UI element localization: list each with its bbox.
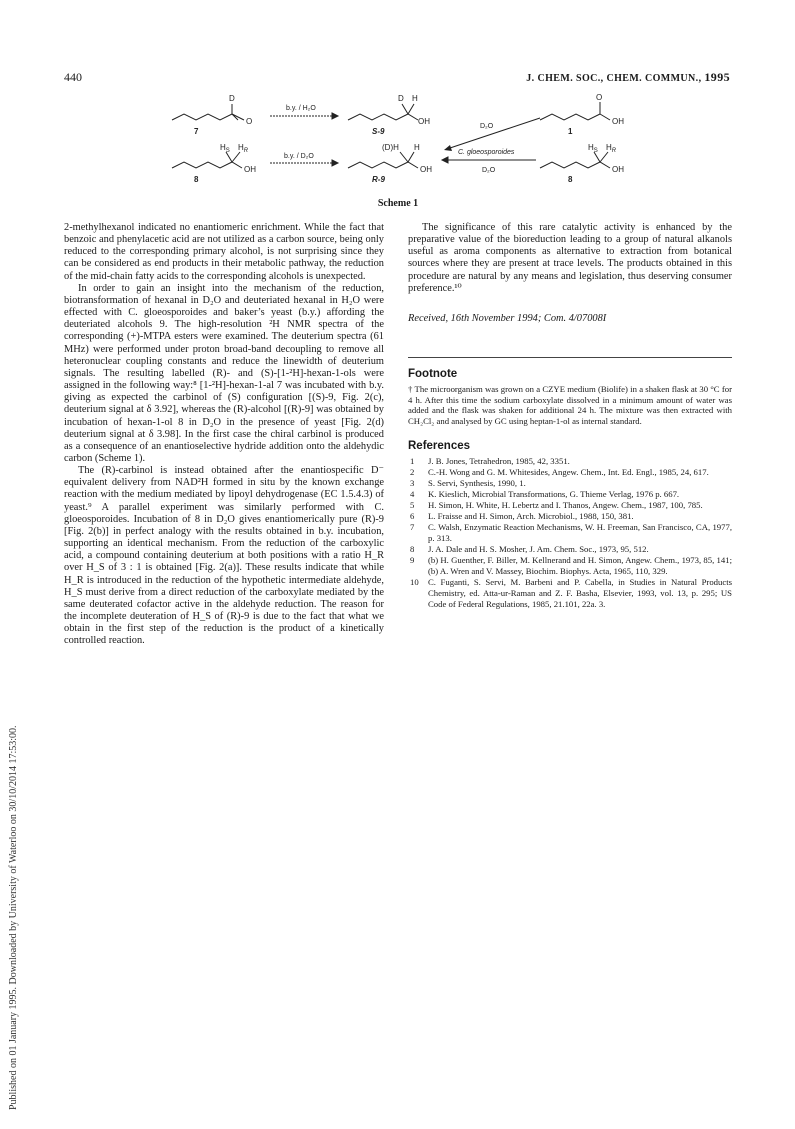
atom-d-7: D [229, 94, 235, 103]
chain-7 [172, 114, 238, 120]
label-s9: S-9 [372, 127, 385, 136]
atom-dh-r9: (D)H [382, 143, 399, 152]
left-paragraph-3: The (R)-carbinol is instead obtained after the enantiospecific D⁻ equivalent delivery from NAD²H formed in situ by the known exchange reaction with the medium mediated by lipoyl dehydrogenase (EC 1.5.4.3) of yeast.⁹ A parallel experiment was similarly performed with C. gloeosporoides. Incubation of 8 in D₂O gives enantiomerically pure (R)-9 [Fig. 2(b)] in perfect analogy with the results obtained in b.y. incubation, supporting an identical mechanism. From the reduction of the carboxylic acid, a compound containing deuterium at both positions with a ratio H_R over H_S of 3 : 1 is obtained [Fig. 2(a)]. These results indicate that while H_R is introduced in the reduction of the hypothetic intermediate aldehyde, H_S must derive from a direct reduction of the carboxylate mediated by the same deuterated cofactor active in the aldehyde reduction. The reason for the incomplete deuteration of H_S of (R)-9 is due to the fact that what we obtain in the first step of the reduction is the product of a kinetically controlled reaction. [64, 465, 384, 647]
reference-text: C. Walsh, Enzymatic Reaction Mechanisms, W. H. Freeman, San Francisco, CA, 1977, p. 313. [428, 522, 732, 544]
reference-number: 1 [410, 456, 415, 467]
left-paragraph-1: 2-methylhexanol indicated no enantiomeric enrichment. While the fact that benzoic and phenylacetic acid are not utilized as a carbon source, being only reduced to the corresponding primary alcohol, is not surprising since they can be considered as end products in their metabolic pathway, the reduction of the mid-chain fatty acids to the corresponding alcohols is unexpected. [64, 222, 384, 282]
reference-item [408, 500, 732, 511]
reference-number: 5 [410, 500, 415, 511]
right-column [408, 222, 732, 610]
chain-1 [540, 114, 600, 120]
atom-oh-1: OH [612, 117, 624, 126]
reference-number: 10 [410, 577, 419, 588]
label-8b: 8 [568, 175, 573, 184]
divider [408, 357, 732, 358]
reaction-scheme [150, 90, 750, 200]
arrowhead-8b-r9 [442, 157, 448, 163]
atom-o-1: O [596, 93, 603, 102]
reference-number: 9 [410, 555, 415, 566]
reagent-by-h2o: b.y. / H₂O [286, 105, 316, 112]
received-line: Received, 16th November 1994; Com. 4/07008I [408, 312, 607, 324]
reference-number: 3 [410, 478, 415, 489]
chain-r9 [348, 162, 418, 168]
atom-hs-8a: $H_S$ [220, 143, 230, 154]
reference-item [408, 577, 732, 610]
journal-year: 1995 [704, 70, 730, 84]
references-heading: References [408, 440, 471, 453]
journal-name: J. CHEM. SOC., CHEM. COMMUN., [526, 73, 702, 84]
page-number: 440 [64, 70, 82, 84]
atom-h-s9: H [412, 94, 418, 103]
atom-hs-8b: $H_S$ [588, 143, 598, 154]
atom-oh-s9: OH [418, 117, 430, 126]
atom-h-r9: H [414, 143, 420, 152]
reference-number: 8 [410, 544, 415, 555]
reagent-c-gloeo: C. gloeosporoides [458, 149, 515, 156]
scheme-drawing [150, 90, 750, 200]
reagent-d2o-top: D₂O [480, 123, 494, 130]
bond-r9-dh [400, 152, 408, 162]
reference-number: 2 [410, 467, 415, 478]
footnote-text: † The microorganism was grown on a CZYE medium (Biolife) in a shaken flask at 30 °C for 4 h. After this time the sodium carboxylate dissolved in a minimum amount of water was added and the flask was shaken for additional 24 h. The mixture was then extracted with CH₂Cl₂ and analysed by GC using heptan-1-ol as internal standard. [408, 384, 732, 426]
label-8a: 8 [194, 175, 199, 184]
label-1: 1 [568, 127, 573, 136]
atom-o-7: O [246, 117, 253, 126]
reference-item [408, 456, 732, 467]
bond-7-o [232, 114, 244, 120]
label-7: 7 [194, 127, 199, 136]
chain-8b [540, 162, 610, 168]
reference-number: 4 [410, 489, 415, 500]
journal-header [520, 70, 730, 85]
atom-d-s9: D [398, 94, 404, 103]
atom-oh-8b: OH [612, 165, 624, 174]
reference-item [408, 489, 732, 500]
arrowhead-8-r9 [332, 160, 338, 166]
arrowhead-1-s9 [444, 145, 452, 151]
chain-8a [172, 162, 242, 168]
arrow-1-s9 [450, 118, 540, 148]
reference-text: (b) H. Guenther, F. Biller, M. Kellnerand and H. Simon, Angew. Chem., 1973, 85, 141; (b) A. Wren and V. Massey, Biochim. Biophys. Acta, 1965, 110, 329. [428, 555, 732, 577]
reference-item [408, 511, 732, 522]
atom-hr-8a: $H_R$ [238, 143, 249, 154]
download-stamp [8, 190, 20, 1110]
reference-item [408, 544, 732, 555]
reference-text: L. Fraisse and H. Simon, Arch. Microbiol., 1988, 150, 381. [428, 511, 634, 522]
footnote-heading: Footnote [408, 368, 458, 381]
atom-hr-8b: $H_R$ [606, 143, 617, 154]
label-r9: R-9 [372, 175, 385, 184]
bond-s9-h [408, 104, 414, 114]
bond-s9-d [402, 104, 408, 114]
reference-text: C. Fuganti, S. Servi, M. Barbeni and P. Cabella, in Studies in Natural Products Chemistry, ed. Atta-ur-Raman and Z. F. Basha, Elsevier, 1993, vol. 13, p. 295; US Code of Federal Regulations, 1985, 21.101, 22a. 3. [428, 577, 732, 610]
atom-oh-8a: OH [244, 165, 256, 174]
left-column [64, 222, 384, 647]
reference-text: C.-H. Wong and G. M. Whitesides, Angew. Chem., Int. Ed. Engl., 1985, 24, 617. [428, 467, 709, 478]
reference-text: J. A. Dale and H. S. Mosher, J. Am. Chem. Soc., 1973, 95, 512. [428, 544, 649, 555]
reagent-d2o-bottom: D₂O [482, 167, 496, 174]
references-list [408, 456, 732, 610]
reference-text: S. Servi, Synthesis, 1990, 1. [428, 478, 526, 489]
reference-text: J. B. Jones, Tetrahedron, 1985, 42, 3351. [428, 456, 570, 467]
right-paragraph-1: The significance of this rare catalytic activity is enhanced by the preparative value of the bioreduction leading to a group of natural alkanols useful as aroma components as alternative to extraction from botanical sources where they are present at trace levels. The products obtained in this procedure are natural by any means and legislation, thus deserving consumer preference.¹⁰ [408, 222, 732, 294]
reference-text: K. Kieslich, Microbial Transformations, G. Thieme Verlag, 1976 p. 667. [428, 489, 680, 500]
arrowhead-7-s9 [332, 113, 338, 119]
bond-8a-hr [232, 152, 240, 162]
bond-8b-hr [600, 152, 608, 162]
left-paragraph-2: In order to gain an insight into the mechanism of the reduction, biotransformation of hexanal in D₂O and deuteriated hexanal in H₂O were effected with C. gloeosporoides and baker’s yeast (b.y.) affording the deuteriated alcohols 9. The high-resolution ²H NMR spectra of the corresponding (+)-MTPA esters were examined. The deuterium spectra (61 MHz) were performed under proton broad-band decoupling to remove all heteronuclear coupling constants and reduce the linewidth of deuterium signals. The resulting labelled (R)- and (S)-[1-²H]-hexan-1-ols were assigned in the following way:⁸ [1-²H]-hexan-1-al 7 was incubated with b.y. giving as expected the carbinol of (S) configuration [(S)-9, Fig. 2(c), deuterium signal at δ 3.92], whereas the (R)-alcohol [(R)-9] was obtained by incubation of hexan-1-ol 8 in D₂O in the presence of yeast [Fig. 2(d) deuterium signal at δ 3.98]. In the first case the chiral carbinol is produced as a consequence of an enantioselective hydride addition onto the aldehydic carbon (Scheme 1). [64, 282, 384, 464]
reference-item [408, 555, 732, 577]
reference-number: 7 [410, 522, 415, 533]
reagent-by-d2o: b.y. / D₂O [284, 153, 314, 160]
download-stamp-text: Published on 01 January 1995. Downloaded by University of Waterloo on 30/10/2014 17:53:00. [8, 725, 19, 1110]
reference-item [408, 522, 732, 544]
bond-1-oh [600, 114, 610, 120]
scheme-caption: Scheme 1 [377, 198, 419, 209]
atom-oh-r9: OH [420, 165, 432, 174]
reference-item [408, 478, 732, 489]
reference-number: 6 [410, 511, 415, 522]
chain-s9 [348, 114, 418, 120]
reference-text: H. Simon, H. White, H. Lebertz and I. Thanos, Angew. Chem., 1987, 100, 785. [428, 500, 703, 511]
reference-item [408, 467, 732, 478]
bond-r9-h [408, 152, 414, 162]
